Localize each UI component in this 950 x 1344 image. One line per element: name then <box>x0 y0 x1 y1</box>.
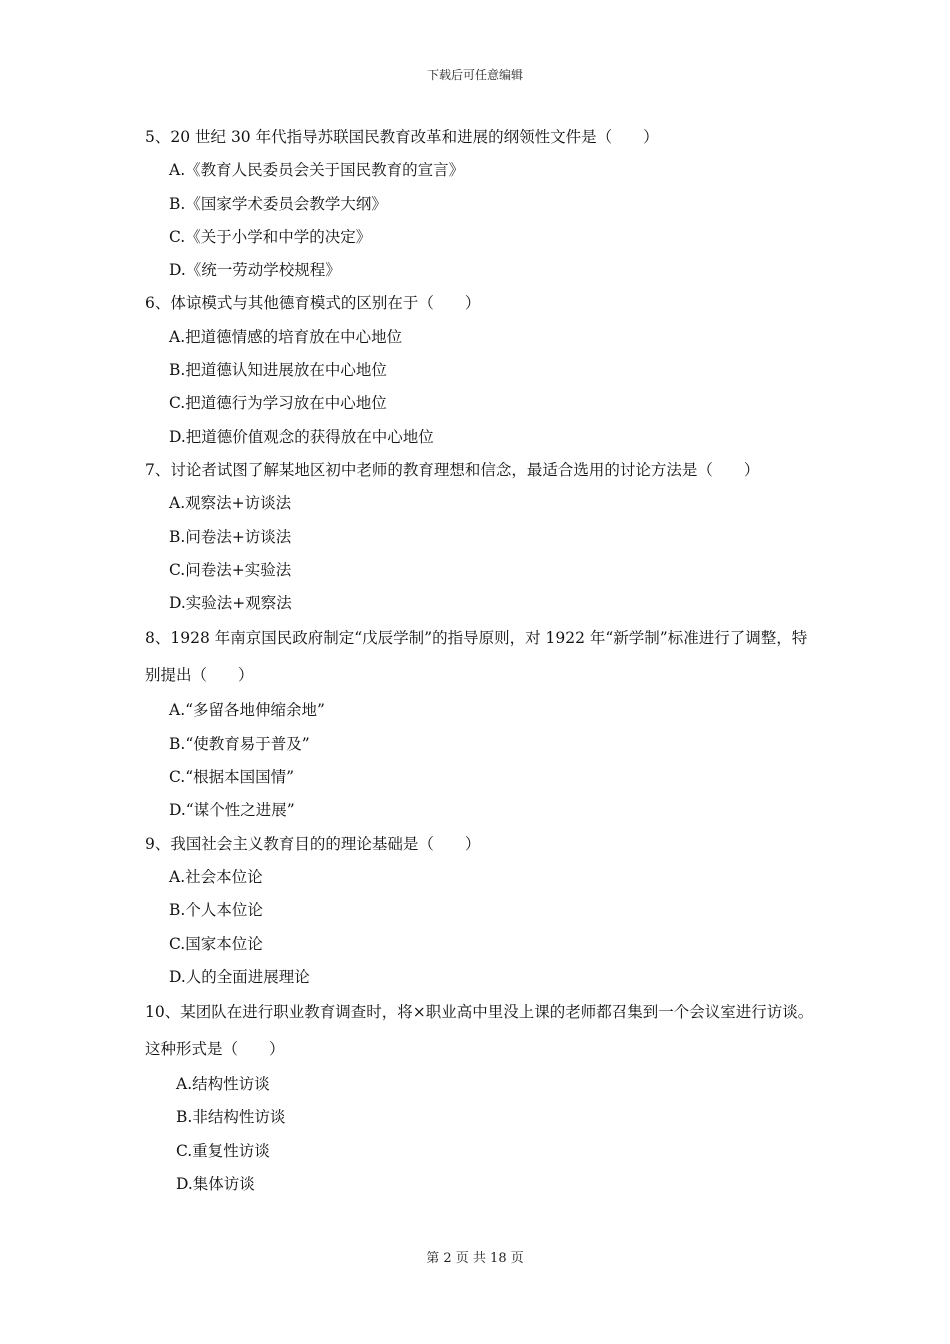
page-footer: 第 2 页 共 18 页 <box>426 1251 524 1266</box>
question-stem: 5、20 世纪 30 年代指导苏联国民教育改革和进展的纲领性文件是（ ） <box>145 128 659 146</box>
question-6 <box>145 287 815 453</box>
option-b: B.个人本位论 <box>169 901 263 920</box>
question-stem: 7、讨论者试图了解某地区初中老师的教育理想和信念，最适合选用的讨论方法是（ ） <box>145 460 760 479</box>
option-c: C.问卷法+实验法 <box>169 560 292 579</box>
question-stem: 6、体谅模式与其他德育模式的区别在于（ ） <box>145 294 481 313</box>
option-a: A.“多留各地伸缩余地” <box>169 701 325 720</box>
option-a: A.把道德情感的培育放在中心地位 <box>169 327 403 346</box>
option-a: A.社会本位论 <box>169 867 263 886</box>
option-d: D.“谋个性之进展” <box>169 801 295 820</box>
question-8 <box>145 620 815 827</box>
option-b: B.《国家学术委员会教学大纲》 <box>169 194 387 213</box>
option-c: C.《关于小学和中学的决定》 <box>169 227 372 246</box>
option-b: B.非结构性访谈 <box>176 1108 286 1127</box>
question-7 <box>145 454 815 620</box>
option-b: B.把道德认知进展放在中心地位 <box>169 361 387 380</box>
question-stem: 10、某团队在进行职业教育调查时，将×职业高中里没上课的老师都召集到一个会议室进行访谈。这种形式是（ ） <box>145 1003 814 1059</box>
option-d: D.人的全面进展理论 <box>169 967 310 986</box>
question-5 <box>145 121 815 287</box>
option-d: D.实验法+观察法 <box>169 594 292 613</box>
question-stem: 8、1928 年南京国民政府制定“戊辰学制”的指导原则，对 1922 年“新学制”标准进行了调整，特别提出（ ） <box>145 629 808 685</box>
option-c: C.重复性访谈 <box>176 1141 270 1160</box>
option-c: C.国家本位论 <box>169 934 263 953</box>
question-10 <box>145 994 815 1201</box>
option-d: D.集体访谈 <box>176 1175 255 1194</box>
page-header: 下载后可任意编辑 <box>426 68 523 82</box>
option-a: A.观察法+访谈法 <box>169 494 292 513</box>
option-b: B.问卷法+访谈法 <box>169 527 292 546</box>
option-d: D.把道德价值观念的获得放在中心地位 <box>169 427 434 446</box>
option-c: C.“根据本国国情” <box>169 768 295 787</box>
option-d: D.《统一劳动学校规程》 <box>169 261 341 280</box>
option-a: A.《教育人民委员会关于国民教育的宣言》 <box>169 161 465 180</box>
question-9 <box>145 828 815 994</box>
question-list <box>145 121 815 1201</box>
option-b: B.“使教育易于普及” <box>169 734 310 753</box>
option-c: C.把道德行为学习放在中心地位 <box>169 394 387 413</box>
option-a: A.结构性访谈 <box>176 1075 270 1094</box>
question-stem: 9、我国社会主义教育目的的理论基础是（ ） <box>145 834 481 853</box>
